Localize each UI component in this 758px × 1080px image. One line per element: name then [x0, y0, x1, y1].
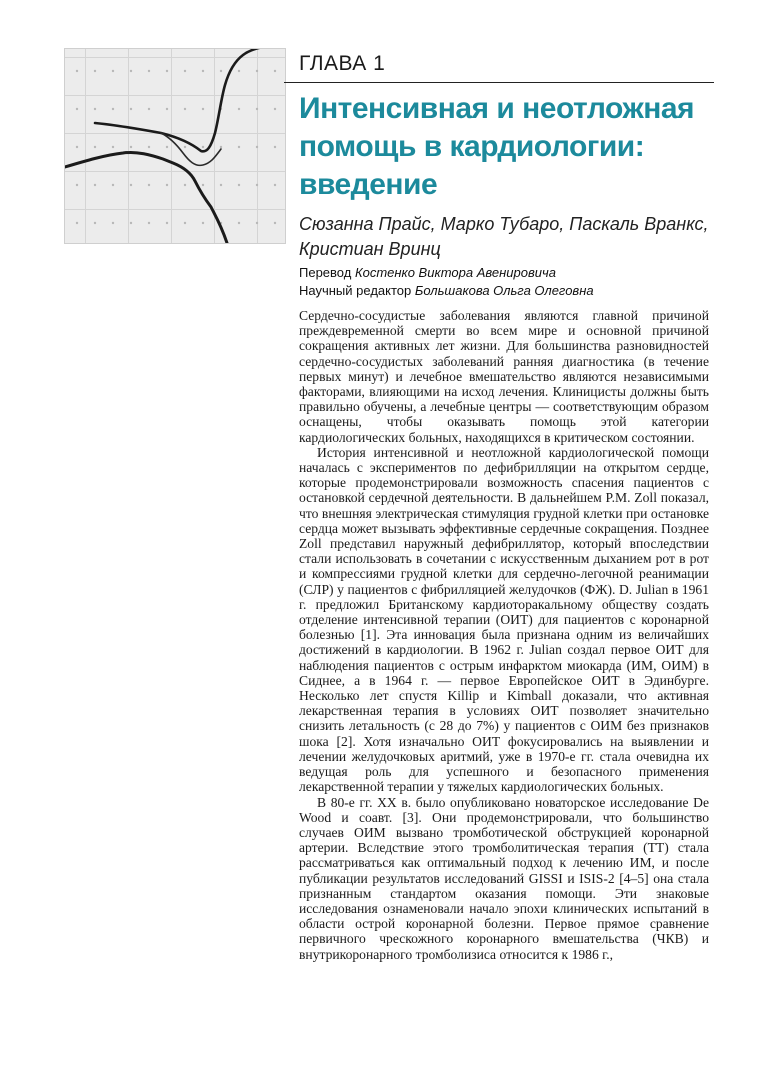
body-text — [299, 308, 709, 962]
editor-name: Большакова Ольга Олеговна — [414, 283, 594, 298]
translator-label: Перевод — [299, 265, 352, 280]
translator-name: Костенко Виктора Авенировича — [354, 265, 556, 280]
chapter-title-line: Интенсивная и неотложная — [299, 92, 695, 125]
chapter-title-line: помощь в кардиологии: — [299, 130, 645, 163]
body-paragraph: Сердечно-сосудистые заболевания являются главной причиной преждевременной смерти во всем мире и основной причиной сокращения активных лет жизни. Для большинства разновидностей сердечно-сосудистых заболеваний ранняя диагностика (в течение первых минут) и лечебное вмешательство являются независимыми факторами, влияющими на исход лечения. Клиницисты должны быть правильно обучены, а лечебные центры — соответствующим образом оснащены, чтобы оказывать помощь этой категории кардиологических больных, находящихся в критическом состоянии. — [299, 308, 709, 445]
authors — [299, 212, 719, 262]
editor-credit — [299, 282, 719, 300]
header-rule — [284, 82, 714, 83]
credits — [299, 264, 719, 300]
authors-line: Сюзанна Прайс, Марко Тубаро, Паскаль Вранкс, — [299, 214, 709, 234]
body-paragraph: В 80-е гг. XX в. было опубликовано новаторское исследование De Wood и соавт. [3]. Они продемонстрировали, что большинство случаев ОИМ вызвано тромботической обструкцией коронарной артерии. Вследствие этого тромболитическая терапия (ТТ) стала рассматриваться как оптимальный подход к лечению ИМ, и после публикации результатов исследований GISSI и ISIS-2 [4–5] она стала признанным стандартом оказания помощи. Эти знаковые исследования ознаменовали начало эпохи клинических испытаний в области острой коронарной болезни. Первое прямое сравнение первичного чрескожного коронарного вмешательства (ЧКВ) и внутрикоронарного тромболизиса относится к 1986 г., — [299, 794, 709, 962]
chapter-title — [299, 90, 719, 204]
chapter-label: ГЛАВА 1 — [299, 52, 386, 75]
translator-credit — [299, 264, 719, 282]
ecg-figure — [64, 48, 286, 244]
body-paragraph: История интенсивной и неотложной кардиологической помощи началась с экспериментов по дефибрилляции на открытом сердце, которые продемонстрировали возможность спасения пациентов с остановкой сердечной деятельности. В дальнейшем P.M. Zoll показал, что внешняя электрическая стимуляция грудной клетки при остановке сердца может вызывать эффективные сердечные сокращения. Позднее Zoll представил наружный дефибриллятор, который впоследствии стали использовать в сочетании с искусственным дыханием рот в рот и компрессиями грудной клетки для сердечно-легочной реанимации (СЛР) у пациентов с фибрилляцией желудочков (ФЖ). D. Julian в 1961 г. предложил Британскому кардиоторакальному обществу создать отделение интенсивной терапии (ОИТ) для пациентов с коронарной болезнью [1]. Эта инновация была признана одним из величайших достижений в кардиологии. В 1962 г. Julian создал первое ОИТ для наблюдения пациентов с острым инфарктом миокарда (ИМ, ОИМ) в Сиднее, а в 1964 г. — первое Европейское ОИТ в Эдинбурге. Несколько лет спустя Killip и Kimball доказали, что активная лекарственная терапия в условиях ОИТ позволяет значительно снизить летальность (с 28 до 7%) у пациентов с ОИМ без признаков шока [2]. Хотя изначально ОИТ фокусировались на выявлении и лечении желудочковых аритмий, уже в 1970-е гг. стала очевидна их ведущая роль для успешного и безопасного применения лекарственной терапии у тяжелых кардиологических больных. — [299, 444, 709, 795]
authors-line: Кристиан Вринц — [299, 239, 441, 259]
editor-label: Научный редактор — [299, 283, 412, 298]
ecg-trace-icon — [65, 49, 285, 243]
chapter-title-line: введение — [299, 168, 438, 201]
